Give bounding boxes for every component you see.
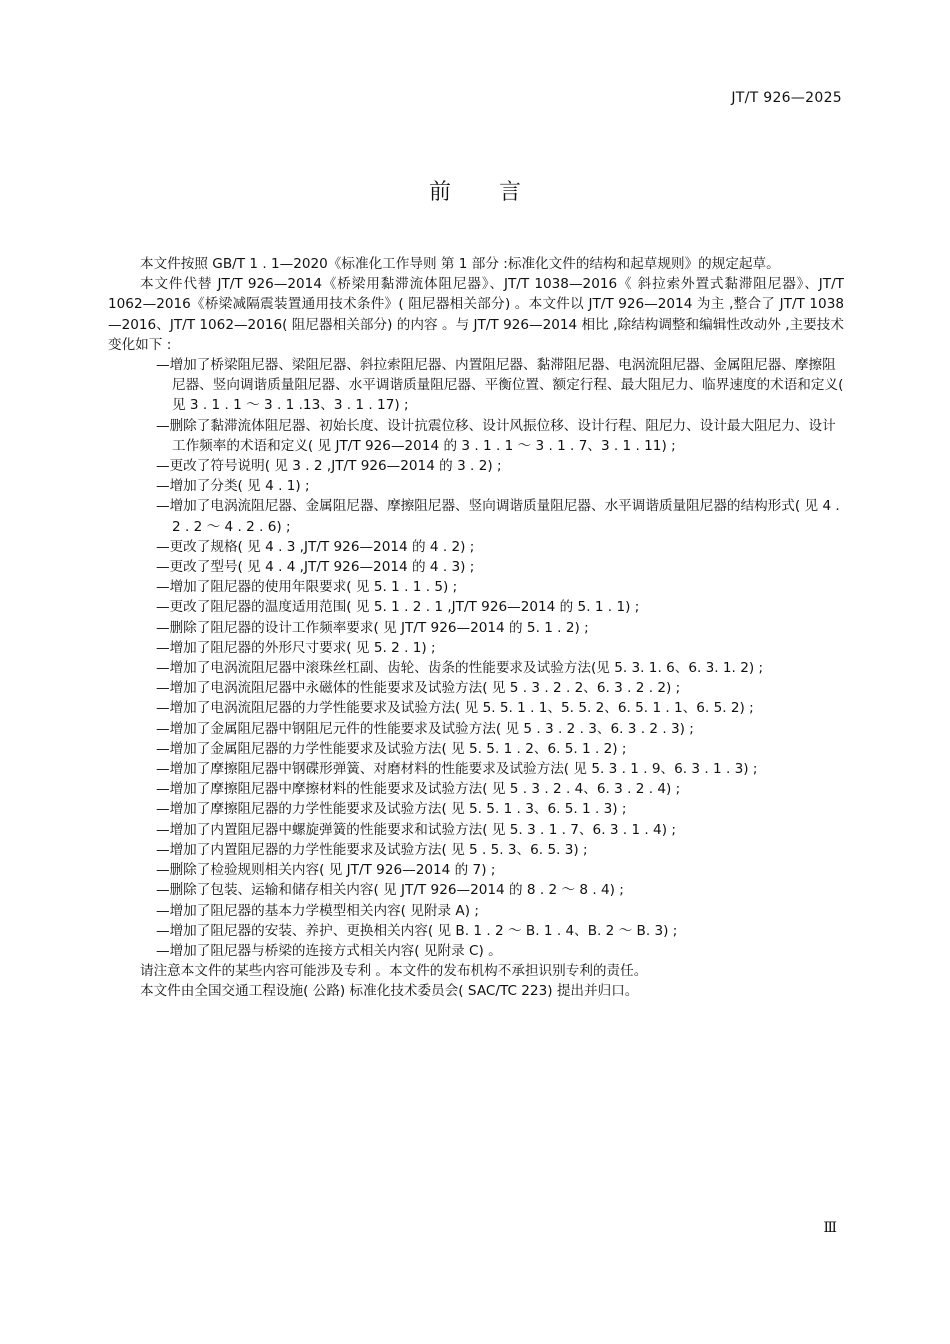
proposer-statement: 本文件由全国交通工程设施( 公路) 标准化技术委员会( SAC/TC 223) 提出并归口。 <box>140 983 639 1000</box>
intro-paragraph: 本文件代替 JT/T 926—2014《桥梁用黏滞流体阻尼器》、JT/T 1038—2016《 斜拉索外置式黏滞阻尼器》、JT/T 1062—2016《桥梁减隔震装置通用技术条件》( 阻尼器相关部分) 。本文件以 JT/T 926—2014 为主 ,整合了 JT/T 1038—2016、JT/T 1062—2016( 阻尼器相关部分) 的内容 。与 JT/T 926—2014 相比 ,除结构调整和编辑性改动外 ,主要技术变化如下 : <box>108 276 844 353</box>
foreword-body <box>108 254 844 1002</box>
list-item: —删除了包装、运输和储存相关内容( 见 JT/T 926—2014 的 8 . 2 ～ 8 . 4) ; <box>156 882 624 899</box>
list-item: —更改了型号( 见 4 . 4 ,JT/T 926—2014 的 4 . 3) ; <box>156 559 475 576</box>
page-title: 前言 <box>428 180 569 205</box>
list-item: —增加了摩擦阻尼器中摩擦材料的性能要求及试验方法( 见 5 . 3 . 2 . 4、6. 3 . 2 . 4) ; <box>156 781 681 798</box>
list-item: —删除了黏滞流体阻尼器、初始长度、设计抗震位移、设计风振位移、设计行程、阻尼力、设计最大阻尼力、设计工作频率的术语和定义( 见 JT/T 926—2014 的 3 . 1 . 1 ～ 3 . 1 . 7、3 . 1 . 11) ; <box>156 417 836 454</box>
list-item: —增加了阻尼器的基本力学模型相关内容( 见附录 A) ; <box>156 902 479 919</box>
list-item: —更改了规格( 见 4 . 3 ,JT/T 926—2014 的 4 . 2) ; <box>156 538 475 555</box>
list-item: —增加了阻尼器与桥梁的连接方式相关内容( 见附录 C) 。 <box>156 942 502 959</box>
list-item: —增加了电涡流阻尼器、金属阻尼器、摩擦阻尼器、竖向调谐质量阻尼器、水平调谐质量阻尼器的结构形式( 见 4 . 2 . 2 ～ 4 . 2 . 6) ; <box>156 498 840 535</box>
list-item: —增加了金属阻尼器的力学性能要求及试验方法( 见 5. 5. 1 . 2、6. 5. 1 . 2) ; <box>156 740 627 757</box>
list-item: —增加了电涡流阻尼器中永磁体的性能要求及试验方法( 见 5 . 3 . 2 . 2、6. 3 . 2 . 2) ; <box>156 680 681 697</box>
list-item: —增加了内置阻尼器的力学性能要求及试验方法( 见 5 . 5. 3、6. 5. 3) ; <box>156 841 588 858</box>
list-item: —增加了电涡流阻尼器的力学性能要求及试验方法( 见 5. 5. 1 . 1、5. 5. 2、6. 5. 1 . 1、6. 5. 2) ; <box>156 700 754 717</box>
list-item: —增加了摩擦阻尼器的力学性能要求及试验方法( 见 5. 5. 1 . 3、6. 5. 1 . 3) ; <box>156 801 627 818</box>
list-item: —删除了阻尼器的设计工作频率要求( 见 JT/T 926—2014 的 5. 1 . 2) ; <box>156 619 589 636</box>
list-item: —增加了阻尼器的外形尺寸要求( 见 5. 2 . 1) ; <box>156 639 436 656</box>
list-item: —更改了阻尼器的温度适用范围( 见 5. 1 . 2 . 1 ,JT/T 926—2014 的 5. 1 . 1) ; <box>156 599 640 616</box>
list-item: —更改了符号说明( 见 3 . 2 ,JT/T 926—2014 的 3 . 2) ; <box>156 458 502 475</box>
list-item: —删除了检验规则相关内容( 见 JT/T 926—2014 的 7) ; <box>156 862 496 879</box>
intro-paragraph: 本文件按照 GB/T 1 . 1—2020《标准化工作导则 第 1 部分 :标准化文件的结构和起草规则》的规定起草。 <box>140 256 780 272</box>
list-item: —增加了金属阻尼器中钢阻尼元件的性能要求及试验方法( 见 5 . 3 . 2 . 3、6. 3 . 2 . 3) ; <box>156 720 694 737</box>
patent-notice: 请注意本文件的某些内容可能涉及专利 。本文件的发布机构不承担识别专利的责任。 <box>140 963 648 980</box>
list-item: —增加了桥梁阻尼器、梁阻尼器、斜拉索阻尼器、内置阻尼器、黏滞阻尼器、电涡流阻尼器、金属阻尼器、摩擦阻尼器、竖向调谐质量阻尼器、水平调谐质量阻尼器、平衡位置、额定行程、最大阻尼力、临界速度的术语和定义( 见 3 . 1 . 1 ～ 3 . 1 .13、3 . 1 . 17) ; <box>156 357 844 414</box>
list-item: —增加了摩擦阻尼器中钢碟形弹簧、对磨材料的性能要求及试验方法( 见 5. 3 . 1 . 9、6. 3 . 1 . 3) ; <box>156 761 758 778</box>
list-item: —增加了电涡流阻尼器中滚珠丝杠副、齿轮、齿条的性能要求及试验方法(见 5. 3. 1. 6、6. 3. 1. 2) ; <box>156 660 764 677</box>
page-number: Ⅲ <box>823 1220 837 1236</box>
list-item: —增加了阻尼器的使用年限要求( 见 5. 1 . 1 . 5) ; <box>156 579 458 596</box>
changes-list <box>108 355 844 961</box>
standard-code: JT/T 926—2025 <box>731 90 842 106</box>
list-item: —增加了内置阻尼器中螺旋弹簧的性能要求和试验方法( 见 5. 3 . 1 . 7、6. 3 . 1 . 4) ; <box>156 821 676 838</box>
list-item: —增加了阻尼器的安装、养护、更换相关内容( 见 B. 1 . 2 ～ B. 1 . 4、B. 2 ～ B. 3) ; <box>156 922 678 939</box>
list-item: —增加了分类( 见 4 . 1) ; <box>156 478 310 495</box>
